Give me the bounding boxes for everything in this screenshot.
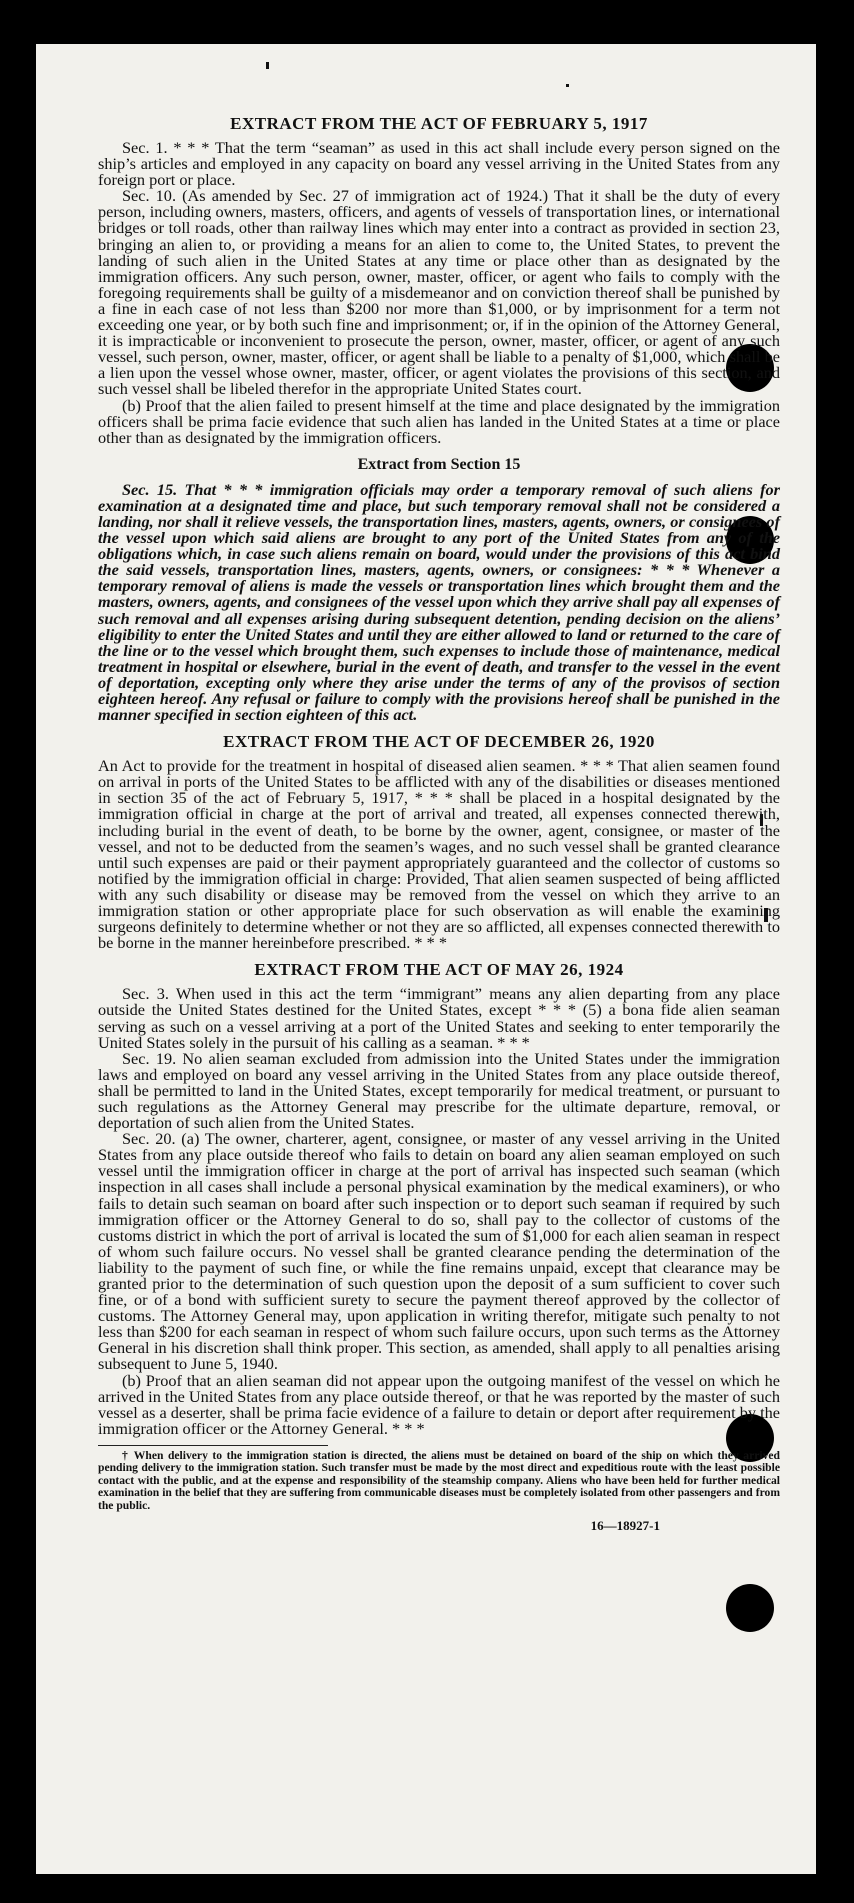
footnote-divider <box>98 1445 328 1446</box>
paragraph-sec-15: Sec. 15. That * * * immigration officials may order a temporary removal of such aliens for examination at a designated time and place, but such temporary removal shall not be considered a landing, nor shall it relieve vessels, the transportation lines, masters, agents, owners, or consignees of the vessel upon which said aliens are brought to any port of the United States from any of the obligations which, in case such aliens remain on board, would under the provisions of this act bind the said vessels, transportation lines, masters, agents, owners, or consignees: * * * Whenever a temporary removal of aliens is made the vessels or transportation lines which brought them and the masters, owners, agents, and consignees of the vessel upon which they arrive shall pay all expenses of such removal and all expenses arising during subsequent detention, pending decision on the aliens’ eligibility to enter the United States and until they are either allowed to land or returned to the care of the line or to the vessel which brought them, such expenses to include those of maintenance, medical treatment in hospital or elsewhere, burial in the event of death, and transfer to the vessel in the event of deportation, excepting only where they arise under the terms of any of the provisos of section eighteen hereof. Any refusal or failure to comply with the provisions hereof shall be punished in the manner specified in section eighteen of this act. <box>98 479 780 725</box>
heading-act-dec-1920: EXTRACT FROM THE ACT OF DECEMBER 26, 1920 <box>223 732 655 752</box>
paragraph-act-dec-1920: An Act to provide for the treatment in hospital of diseased alien seamen. * * * That alien seamen found on arrival in ports of the United States to be afflicted with any of the disabilities or diseases mentioned in section 35 of the act of February 5, 1917, * * * shall be placed in a hospital designated by the immigration official in charge at the port of arrival and treated, all expenses connected therewith, including burial in the event of death, to be borne by the owner, agent, consignee, or master of the vessel, and not to be deducted from the seamen’s wages, and no such vessel shall be granted clearance until such expenses are paid or their payment appropriately guaranteed and the collector of customs so notified by the immigration official in charge: Provided, That alien seamen suspected of being afflicted with any such disability or disease may be removed from the vessel on which they arrive to an immigration station or other appropriate place for such observation as will enable the examining surgeons definitely to determine whether or not they are so afflicted, all expenses connected therewith to be borne in the manner hereinbefore prescribed. * * * <box>98 756 780 953</box>
footnote: † When delivery to the immigration station is directed, the aliens must be detained on board of the ship on which they arrived pending delivery to the immigration station. Such transfer must be made by the most direct and expeditious route with the least possible contact with the public, and at the expense and responsibility of the steamship company. Aliens who have been held for further medical examination in the belief that they are suffering from communicable diseases must be completely isolated from other passengers and from the public. <box>98 1448 780 1512</box>
paragraph-sec-10: Sec. 10. (As amended by Sec. 27 of immigration act of 1924.) That it shall be the duty of every person, including owners, masters, officers, and agents of vessels of transportation lines, or international bridges or toll roads, other than railway lines which may enter into a contract as provided in section 23, bringing an alien to, or providing a means for an alien to come to, the United States, to prevent the landing of such alien in the United States at any time or place other than as designated by the immigration officers. Any such person, owner, master, officer, or agent who fails to comply with the foregoing requirements shall be guilty of a misdemeanor and on conviction thereof shall be punished by a fine in each case of not less than $200 nor more than $1,000, or by imprisonment for a term not exceeding one year, or by both such fine and imprisonment; or, if in the opinion of the Attorney General, it is impracticable or inconvenient to prosecute the person, owner, master, officer, or agent of any such vessel, such person, owner, master, officer, or agent shall be liable to a penalty of $1,000, which shall be a lien upon the vessel whose owner, master, officer, or agent violates the provisions of this section, and such vessel shall be libeled therefor in the appropriate United States court. <box>98 186 780 399</box>
paragraph-sec-20a: Sec. 20. (a) The owner, charterer, agent, consignee, or master of any vessel arriving in the United States from any place outside thereof who fails to detain on board any alien seaman employed on such vessel until the immigration officer in charge at the port of arrival has inspected such seaman (which inspection in all cases shall include a personal physical examination by the medical examiners), or who fails to detain such seaman on board after such inspection or to deport such seaman if required by such immigration officer or the Attorney General to do so, shall pay to the collector of customs of the customs district in which the port of arrival is located the sum of $1,000 for each alien seaman in respect of whom such failure occurs. No vessel shall be granted clearance pending the determination of the liability to the payment of such fine, or while the fine remains unpaid, except that clearance may be granted prior to the determination of such question upon the deposit of a sum sufficient to cover such fine, or of a bond with sufficient surety to secure the payment thereof approved by the collector of customs. The Attorney General may, upon application in writing therefor, mitigate such penalty to not less than $200 for each seaman in respect of whom such failure occurs, upon such terms as the Attorney General in his discretion shall think proper. This section, as amended, shall apply to all penalties arising subsequent to June 5, 1940. <box>98 1129 780 1374</box>
document-body <box>98 114 780 1534</box>
punch-hole <box>726 1584 774 1632</box>
paragraph-sec-3: Sec. 3. When used in this act the term “immigrant” means any alien departing from any place outside the United States destined for the United States, except * * * (5) a bona fide alien seaman serving as such on a vessel arriving at a port of the United States and seeking to enter temporarily the United States solely in the pursuit of his calling as a seaman. * * * <box>98 984 780 1052</box>
form-number: 16—18927-1 <box>590 1517 660 1533</box>
paragraph-sec-10b: (b) Proof that the alien failed to present himself at the time and place designated by the immigration officers shall be prima facie evidence that such alien has landed in the United States at a time or place other than as designated by the immigration officers. <box>98 395 780 447</box>
heading-act-feb-1917: EXTRACT FROM THE ACT OF FEBRUARY 5, 1917 <box>230 114 648 133</box>
heading-act-may-1924: EXTRACT FROM THE ACT OF MAY 26, 1924 <box>254 960 624 980</box>
heading-section-15: Extract from Section 15 <box>357 455 521 473</box>
ink-mark <box>566 84 569 87</box>
paragraph-sec-19: Sec. 19. No alien seaman excluded from admission into the United States under the immigration laws and employed on board any vessel arriving in the United States from any place outside thereof, shall be permitted to land in the United States, except temporarily for medical treatment, or pursuant to such regulations as the Attorney General may prescribe for the ultimate departure, removal, or deportation of such alien from the United States. <box>98 1048 780 1133</box>
paragraph-sec-20b: (b) Proof that an alien seaman did not appear upon the outgoing manifest of the vessel on which he arrived in the United States from any place outside thereof, or that he was reported by the master of such vessel as a deserter, shall be prima facie evidence of a failure to detain or deport after requirement by the immigration officer or the Attorney General. * * * <box>98 1370 780 1438</box>
paragraph-sec-1: Sec. 1. * * * That the term “seaman” as used in this act shall include every person signed on the ship’s articles and employed in any capacity on board any vessel arriving in the United States from any foreign port or place. <box>98 138 780 190</box>
document-page <box>36 44 816 1874</box>
ink-mark <box>266 62 269 69</box>
